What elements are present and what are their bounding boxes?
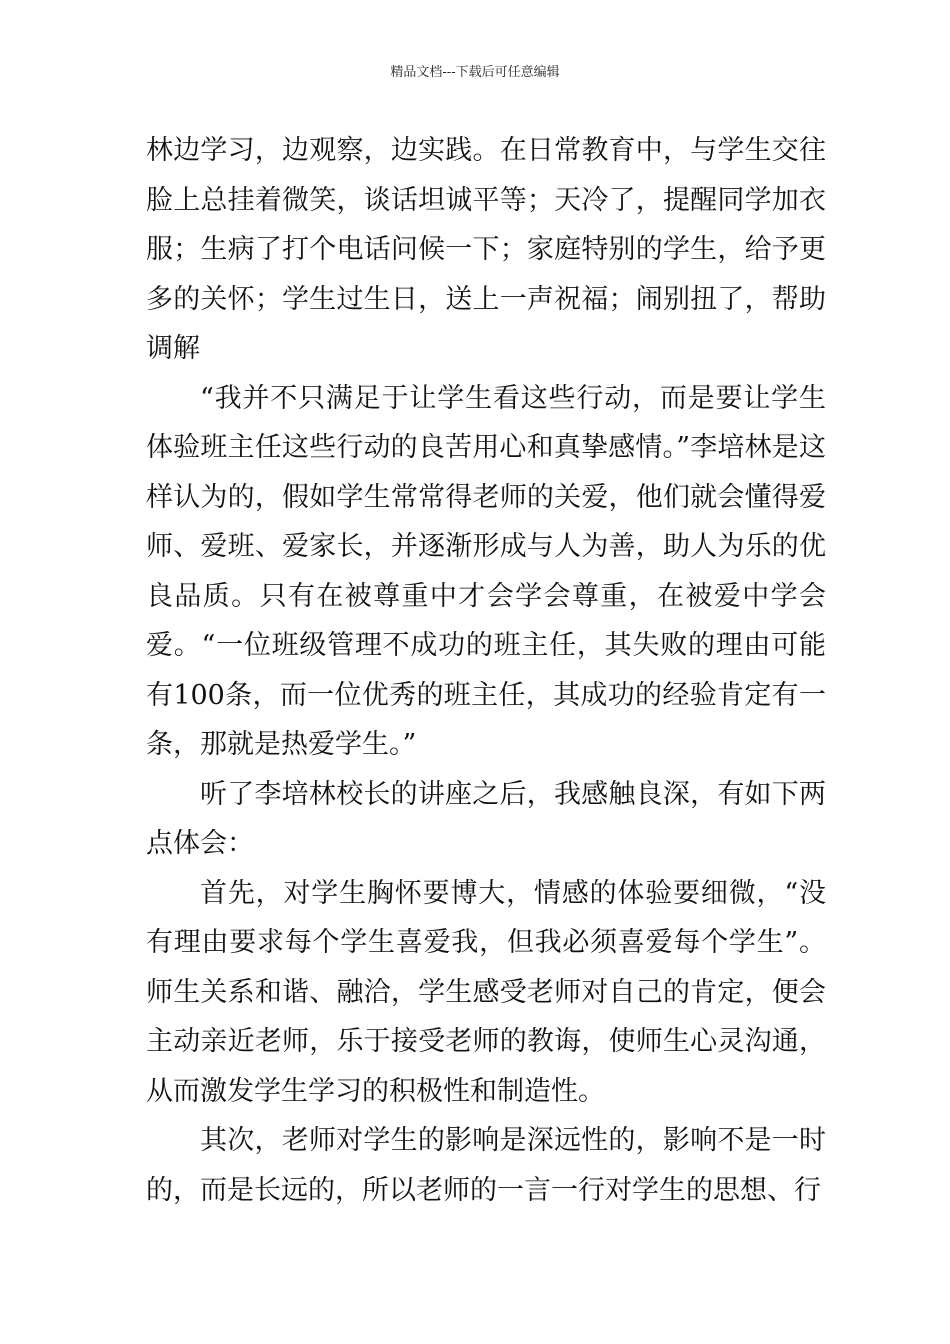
paragraph-1: 林边学习，边观察，边实践。在日常教育中，与学生交往脸上总挂着微笑，谈话坦诚平等；天冷了，提醒同学加衣服；生病了打个电话问候一下；家庭特别的学生，给予更多的关怀；学生过生日，送上一声祝福；闹别扭了，帮助调解: [146, 135, 826, 364]
paragraph-3: 听了李培林校长的讲座之后，我感触良深，有如下两点体会：: [146, 778, 826, 859]
paragraph-4: 首先，对学生胸怀要博大，情感的体验要细微，“没有理由要求每个学生喜爱我，但我必须喜爱每个学生”。师生关系和谐、融洽，学生感受老师对自己的肯定，便会主动亲近老师，乐于接受老师的教诲，使师生心灵沟通，从而激发学生学习的积极性和制造性。: [146, 877, 826, 1107]
document-body: [146, 126, 826, 1215]
page-header: 精品文档---下载后可任意编辑: [390, 65, 560, 80]
paragraph-5: 其次，老师对学生的影响是深远性的，影响不是一时的，而是长远的，所以老师的一言一行对学生的思想、行: [146, 1125, 826, 1206]
paragraph-2: “我并不只满足于让学生看这些行动，而是要让学生体验班主任这些行动的良苦用心和真挚感情。”李培林是这样认为的，假如学生常常得老师的关爱，他们就会懂得爱师、爱班、爱家长，并逐渐形成与人为善，助人为乐的优良品质。只有在被尊重中才会学会尊重，在被爱中学会爱。“一位班级管理不成功的班主任，其失败的理由可能有100条，而一位优秀的班主任，其成功的经验肯定有一条，那就是热爱学生。”: [146, 382, 826, 760]
